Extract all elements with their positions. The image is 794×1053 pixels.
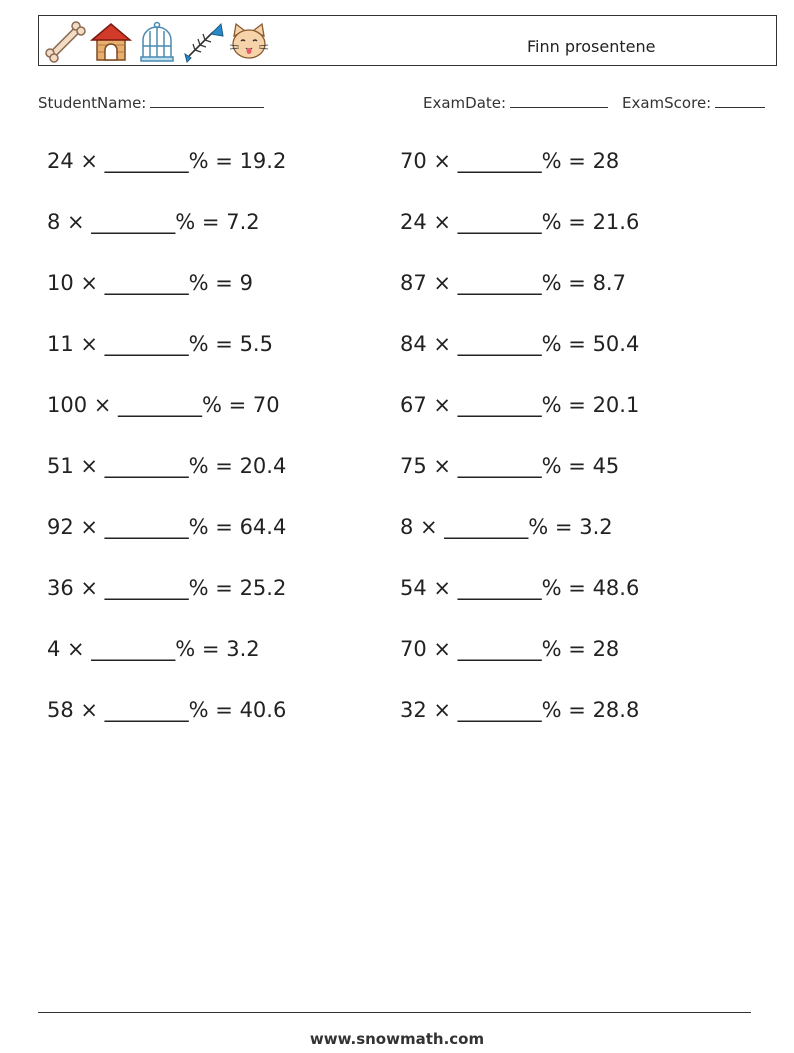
problem-right-8: 54 × ________% = 48.6	[400, 576, 640, 600]
student-name-blank[interactable]	[150, 93, 264, 108]
problem-left-4: 11 × ________% = 5.5	[47, 332, 273, 356]
doghouse-icon	[89, 20, 133, 64]
problem-right-7: 8 × ________% = 3.2	[400, 515, 613, 539]
problem-left-10: 58 × ________% = 40.6	[47, 698, 287, 722]
worksheet-header	[38, 15, 777, 66]
problem-left-5: 100 × ________% = 70	[47, 393, 280, 417]
problem-left-9: 4 × ________% = 3.2	[47, 637, 260, 661]
bone-icon	[43, 20, 87, 64]
exam-date-label: ExamDate:	[423, 94, 507, 112]
problem-left-6: 51 × ________% = 20.4	[47, 454, 287, 478]
footer-url[interactable]: www.snowmath.com	[309, 1030, 485, 1048]
problem-right-9: 70 × ________% = 28	[400, 637, 620, 661]
problem-right-1: 70 × ________% = 28	[400, 149, 620, 173]
problem-right-3: 87 × ________% = 8.7	[400, 271, 626, 295]
problem-right-10: 32 × ________% = 28.8	[400, 698, 640, 722]
problem-right-4: 84 × ________% = 50.4	[400, 332, 640, 356]
exam-score-blank[interactable]	[715, 93, 765, 108]
exam-date-field[interactable]	[423, 93, 608, 112]
problem-left-8: 36 × ________% = 25.2	[47, 576, 287, 600]
header-icons	[43, 20, 271, 64]
problem-left-1: 24 × ________% = 19.2	[47, 149, 287, 173]
problem-right-2: 24 × ________% = 21.6	[400, 210, 640, 234]
exam-score-field[interactable]	[622, 93, 765, 112]
cat-face-icon	[227, 20, 271, 64]
birdcage-icon	[135, 20, 179, 64]
worksheet-title: Finn prosentene	[527, 37, 656, 56]
footer-divider	[38, 1012, 751, 1013]
problem-left-2: 8 × ________% = 7.2	[47, 210, 260, 234]
fish-bone-icon	[181, 20, 225, 64]
exam-score-label: ExamScore:	[622, 94, 712, 112]
student-name-field[interactable]	[38, 93, 264, 112]
exam-date-blank[interactable]	[510, 93, 608, 108]
problem-right-6: 75 × ________% = 45	[400, 454, 620, 478]
problem-left-3: 10 × ________% = 9	[47, 271, 253, 295]
problem-right-5: 67 × ________% = 20.1	[400, 393, 640, 417]
problem-left-7: 92 × ________% = 64.4	[47, 515, 287, 539]
student-name-label: StudentName:	[38, 94, 147, 112]
